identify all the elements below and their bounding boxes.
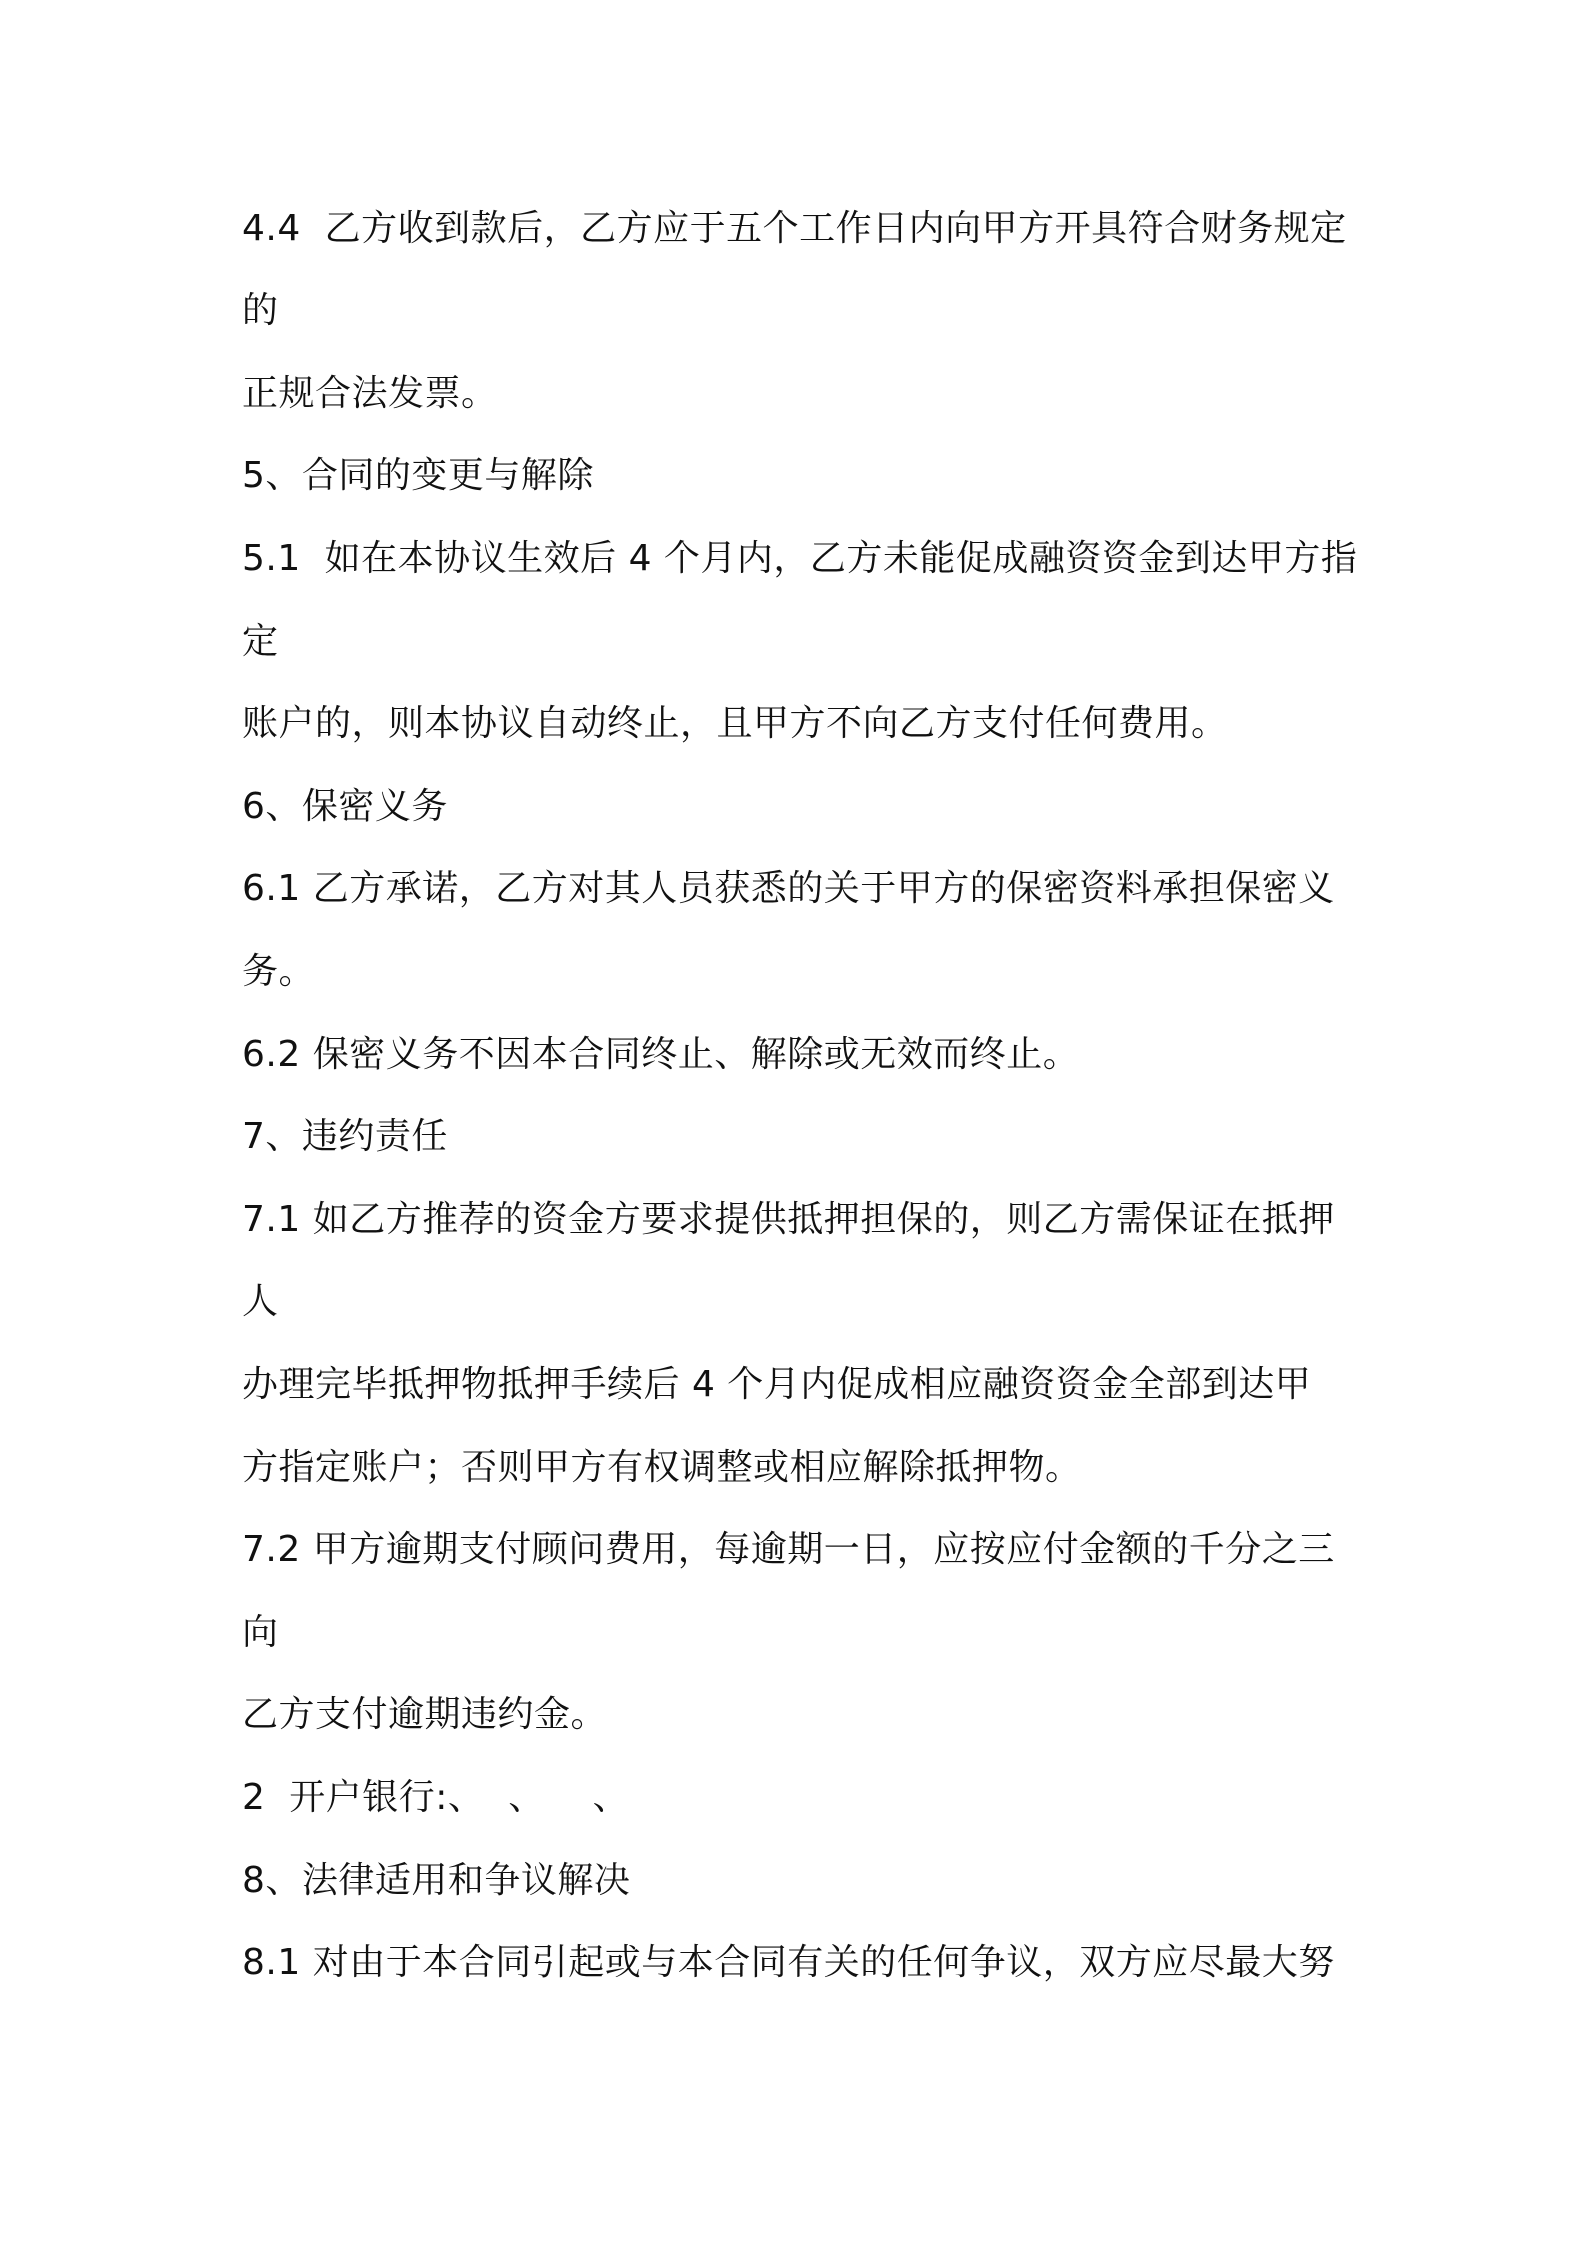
- section-heading: 8、法律适用和争议解决: [242, 1860, 631, 1901]
- text-line: 乙方支付逾期违约金。: [242, 1694, 608, 1735]
- text-line: 的: [242, 290, 279, 331]
- text-line: 办理完毕抵押物抵押手续后 4 个月内促成相应融资资金全部到达甲: [242, 1364, 1312, 1405]
- text-line: 6.1 乙方承诺，乙方对其人员获悉的关于甲方的保密资料承担保密义: [242, 868, 1335, 909]
- section-heading: 7、违约责任: [242, 1116, 448, 1157]
- text-line: 向: [242, 1612, 279, 1653]
- text-line: 账户的，则本协议自动终止，且甲方不向乙方支付任何费用。: [242, 703, 1228, 744]
- text-line: 7.2 甲方逾期支付顾问费用，每逾期一日，应按应付金额的千分之三: [242, 1529, 1335, 1570]
- text-line: 务。: [242, 951, 316, 992]
- text-line: 方指定账户；否则甲方有权调整或相应解除抵押物。: [242, 1447, 1082, 1488]
- text-line: 2 开户银行:、 、 、: [242, 1777, 630, 1818]
- text-line: 5.1 如在本协议生效后 4 个月内，乙方未能促成融资资金到达甲方指: [242, 538, 1358, 579]
- text-line: 人: [242, 1281, 279, 1322]
- text-line: 定: [242, 621, 279, 662]
- section-heading: 5、合同的变更与解除: [242, 455, 594, 496]
- text-line: 8.1 对由于本合同引起或与本合同有关的任何争议，双方应尽最大努: [242, 1942, 1335, 1983]
- text-line: 6.2 保密义务不因本合同终止、解除或无效而终止。: [242, 1034, 1080, 1075]
- section-heading: 6、保密义务: [242, 786, 448, 827]
- text-line: 正规合法发票。: [242, 373, 498, 414]
- text-line: 7.1 如乙方推荐的资金方要求提供抵押担保的，则乙方需保证在抵押: [242, 1199, 1335, 1240]
- text-line: 4.4 乙方收到款后，乙方应于五个工作日内向甲方开具符合财务规定: [242, 208, 1347, 249]
